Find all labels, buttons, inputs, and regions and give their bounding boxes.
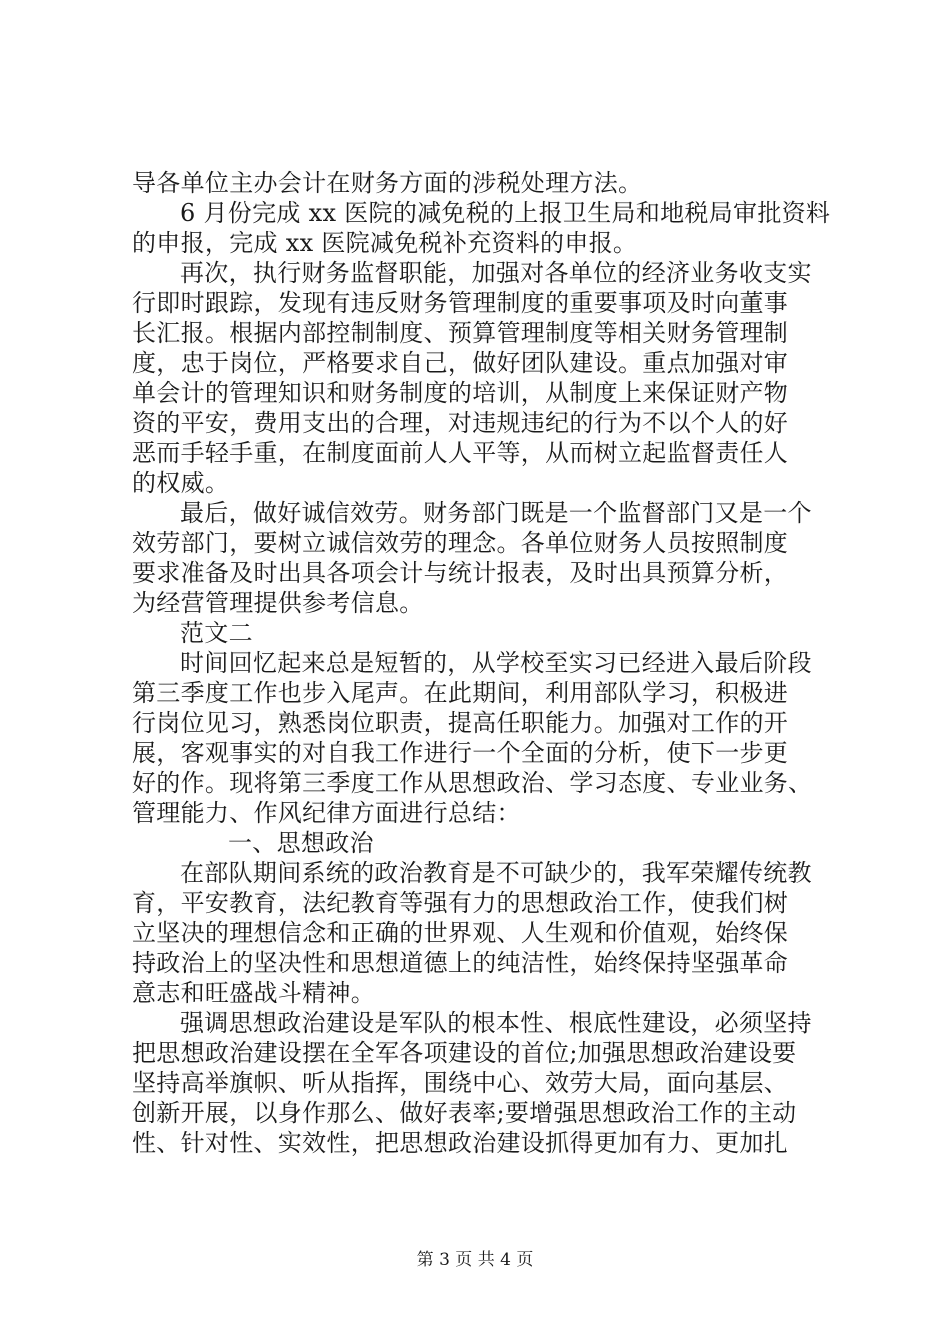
text-line: 的申报，完成 xx 医院减免税补充资料的申报。 bbox=[132, 229, 638, 257]
text-line: 第三季度工作也步入尾声。在此期间，利用部队学习，积极进 bbox=[132, 679, 789, 707]
section-heading: 一、思想政治 bbox=[228, 829, 374, 857]
text-line: 导各单位主办会计在财务方面的涉税处理方法。 bbox=[132, 169, 643, 197]
text-line: 强调思想政治建设是军队的根本性、根底性建设，必须坚持 bbox=[180, 1009, 812, 1037]
text-line: 单会计的管理知识和财务制度的培训，从制度上来保证财产物 bbox=[132, 379, 789, 407]
text-line: 展，客观事实的对自我工作进行一个全面的分析，使下一步更 bbox=[132, 739, 789, 767]
text-line: 效劳部门，要树立诚信效劳的理念。各单位财务人员按照制度 bbox=[132, 529, 789, 557]
text-line: 度，忠于岗位，严格要求自己，做好团队建设。重点加强对审 bbox=[132, 349, 789, 377]
text-line: 长汇报。根据内部控制制度、预算管理制度等相关财务管理制 bbox=[132, 319, 789, 347]
section-heading: 范文二 bbox=[180, 619, 253, 647]
text-line: 好的作。现将第三季度工作从思想政治、学习态度、专业业务、 bbox=[132, 769, 813, 797]
text-line: 行即时跟踪，发现有违反财务管理制度的重要事项及时向董事 bbox=[132, 289, 789, 317]
text-line: 要求准备及时出具各项会计与统计报表，及时出具预算分析， bbox=[132, 559, 789, 587]
text-line: 持政治上的坚决性和思想道德上的纯洁性，始终保持坚强革命 bbox=[132, 949, 789, 977]
text-line: 再次，执行财务监督职能，加强对各单位的经济业务收支实 bbox=[180, 259, 812, 287]
text-line: 坚持高举旗帜、听从指挥，围绕中心、效劳大局，面向基层、 bbox=[132, 1069, 789, 1097]
text-line: 在部队期间系统的政治教育是不可缺少的，我军荣耀传统教 bbox=[180, 859, 812, 887]
page-footer: 第 3 页 共 4 页 bbox=[416, 1250, 534, 1270]
text-line: 育，平安教育，法纪教育等强有力的思想政治工作，使我们树 bbox=[132, 889, 789, 917]
text-line: 的权威。 bbox=[132, 469, 230, 497]
text-line: 性、针对性、实效性，把思想政治建设抓得更加有力、更加扎 bbox=[132, 1129, 789, 1157]
text-line: 恶而手轻手重，在制度面前人人平等，从而树立起监督责任人 bbox=[132, 439, 789, 467]
text-line: 立坚决的理想信念和正确的世界观、人生观和价值观，始终保 bbox=[132, 919, 789, 947]
text-line: 意志和旺盛战斗精神。 bbox=[132, 979, 375, 1007]
text-line: 最后，做好诚信效劳。财务部门既是一个监督部门又是一个 bbox=[180, 499, 812, 527]
text-line: 创新开展，以身作那么、做好表率;要增强思想政治工作的主动 bbox=[132, 1099, 797, 1127]
document-body bbox=[132, 168, 832, 1158]
text-line: 把思想政治建设摆在全军各项建设的首位;加强思想政治建设要 bbox=[132, 1039, 797, 1067]
text-line: 资的平安，费用支出的合理，对违规违纪的行为不以个人的好 bbox=[132, 409, 789, 437]
text-line: 行岗位见习，熟悉岗位职责，提高任职能力。加强对工作的开 bbox=[132, 709, 789, 737]
text-line: 6 月份完成 xx 医院的减免税的上报卫生局和地税局审批资料 bbox=[180, 199, 831, 227]
text-line: 管理能力、作风纪律方面进行总结： bbox=[132, 799, 521, 827]
text-line: 时间回忆起来总是短暂的，从学校至实习已经进入最后阶段 bbox=[180, 649, 812, 677]
text-line: 为经营管理提供参考信息。 bbox=[132, 589, 424, 617]
